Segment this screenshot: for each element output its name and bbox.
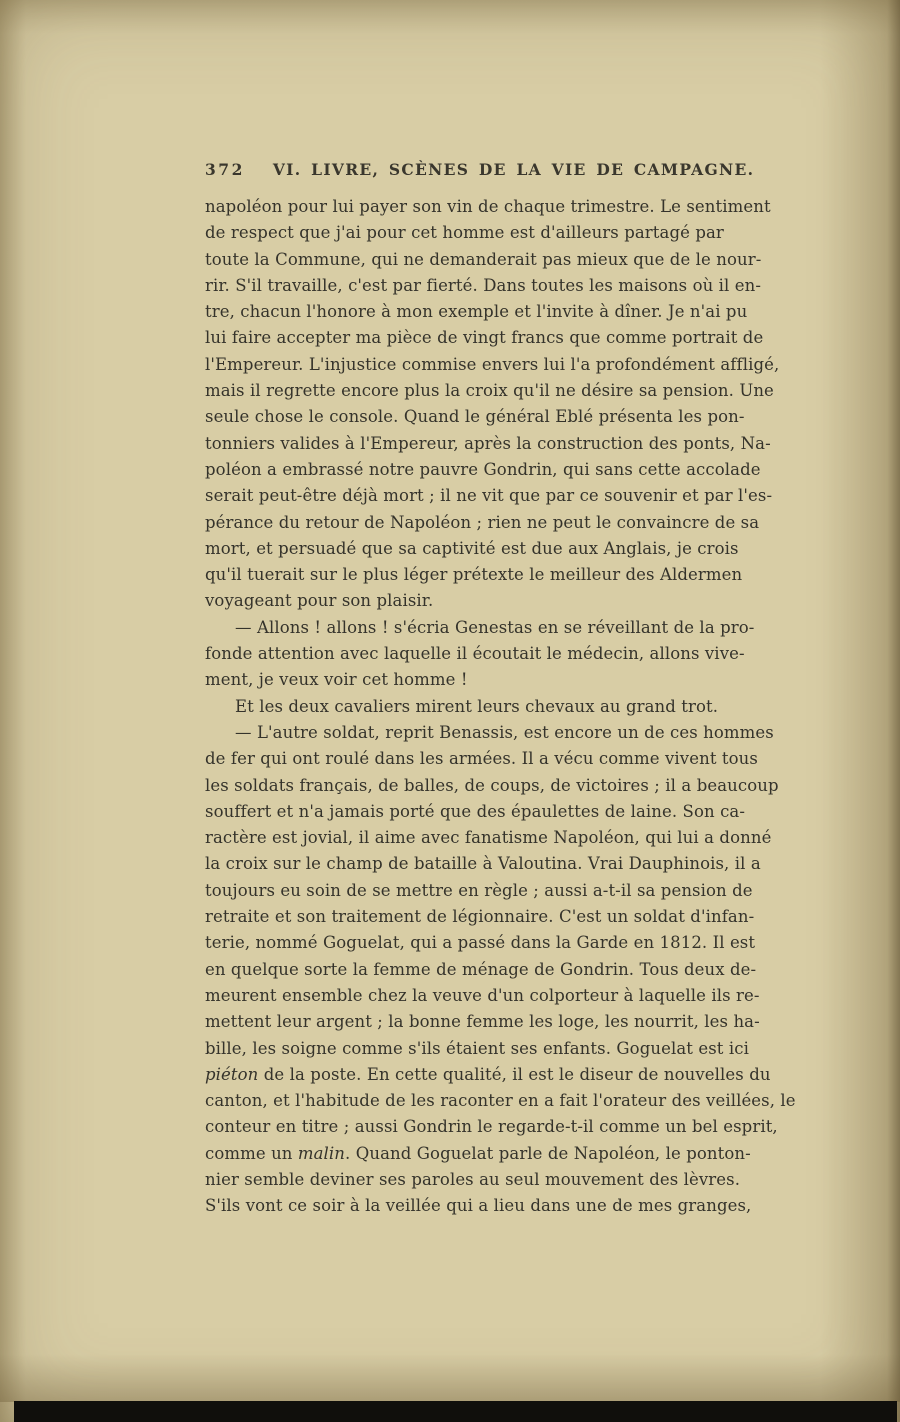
text-line: fonde attention avec laquelle il écoutait le médecin, allons vive- [205, 644, 745, 664]
text-line: serait peut-être déjà mort ; il ne vit que par ce souvenir et par l'es- [205, 486, 773, 506]
text-line: ment, je veux voir cet homme ! [205, 670, 468, 690]
text-line: lui faire accepter ma pièce de vingt francs que comme portrait de [205, 328, 764, 348]
text-line: toujours eu soin de se mettre en règle ; aussi a-t-il sa pension de [205, 880, 753, 900]
text-line: les soldats français, de balles, de coups, de victoires ; il a beaucoup [205, 775, 779, 795]
text-segment: comme un [205, 1143, 298, 1163]
text-line: mettent leur argent ; la bonne femme les loge, les nourrit, les ha- [205, 1012, 760, 1032]
scan-bottom-edge-bar [14, 1401, 897, 1422]
text-line: terie, nommé Goguelat, qui a passé dans la Garde en 1812. Il est [205, 933, 756, 953]
scan-bottom-shadow [0, 1354, 900, 1402]
italic-text: piéton [205, 1064, 259, 1084]
running-title: VI. LIVRE, SCÈNES DE LA VIE DE CAMPAGNE. [272, 160, 755, 179]
text-line: — Allons ! allons ! s'écria Genestas en se réveillant de la pro- [235, 617, 755, 637]
text-line: l'Empereur. L'injustice commise envers lui l'a profondément affligé, [205, 354, 780, 374]
page-number: 372 [205, 160, 245, 179]
text-line: poléon a embrassé notre pauvre Gondrin, qui sans cette accolade [205, 459, 761, 479]
text-line: retraite et son traitement de légionnaire. C'est un soldat d'infan- [205, 907, 755, 927]
text-line: la croix sur le champ de bataille à Valoutina. Vrai Dauphinois, il a [205, 854, 761, 874]
text-line: ractère est jovial, il aime avec fanatisme Napoléon, qui lui a donné [205, 828, 772, 848]
text-line [205, 1062, 797, 1088]
text-line: seule chose le console. Quand le général Eblé présenta les pon- [205, 407, 745, 427]
text-line: en quelque sorte la femme de ménage de Gondrin. Tous deux de- [205, 959, 757, 979]
scan-left-edge [0, 0, 26, 1422]
italic-text: malin [297, 1143, 346, 1163]
text-segment: de la poste. En cette qualité, il est le diseur de nouvelles du [258, 1064, 771, 1084]
book-page [205, 160, 797, 1220]
text-line: S'ils vont ce soir à la veillée qui a lieu dans une de mes granges, [205, 1196, 752, 1216]
text-line: voyageant pour son plaisir. [205, 591, 434, 611]
text-line: napoléon pour lui payer son vin de chaque trimestre. Le sentiment [205, 197, 771, 216]
text-line: tre, chacun l'honore à mon exemple et l'invite à dîner. Je n'ai pu [205, 302, 748, 322]
text-line: canton, et l'habitude de les raconter en a fait l'orateur des veillées, le [205, 1091, 796, 1111]
scan-right-edge [820, 0, 900, 1422]
text-line: nier semble deviner ses paroles au seul mouvement des lèvres. [205, 1169, 741, 1189]
text-line: rir. S'il travaille, c'est par fierté. Dans toutes les maisons où il en- [205, 275, 762, 295]
text-line: souffert et n'a jamais porté que des épaulettes de laine. Son ca- [205, 801, 746, 821]
text-line: conteur en titre ; aussi Gondrin le regarde-t-il comme un bel esprit, [205, 1117, 778, 1137]
text-line: — L'autre soldat, reprit Benassis, est encore un de ces hommes [235, 722, 774, 742]
text-line: meurent ensemble chez la veuve d'un colporteur à laquelle ils re- [205, 985, 760, 1005]
text-line: de fer qui ont roulé dans les armées. Il a vécu comme vivent tous [205, 749, 758, 769]
page-header [205, 160, 797, 179]
text-line: tonniers valides à l'Empereur, après la construction des ponts, Na- [205, 433, 771, 453]
text-line: Et les deux cavaliers mirent leurs chevaux au grand trot. [235, 696, 719, 716]
text-line [205, 1141, 797, 1167]
text-line: de respect que j'ai pour cet homme est d'ailleurs partagé par [205, 223, 724, 243]
text-line: bille, les soigne comme s'ils étaient ses enfants. Goguelat est ici [205, 1038, 749, 1058]
text-segment: . Quand Goguelat parle de Napoléon, le ponton- [345, 1143, 751, 1163]
page-text-block [205, 194, 797, 1220]
text-line: toute la Commune, qui ne demanderait pas mieux que de le nour- [205, 249, 762, 269]
text-line: mais il regrette encore plus la croix qu'il ne désire sa pension. Une [205, 381, 774, 401]
text-line: mort, et persuadé que sa captivité est due aux Anglais, je crois [205, 538, 739, 558]
scan-top-edge [0, 0, 900, 34]
text-line: pérance du retour de Napoléon ; rien ne peut le convaincre de sa [205, 512, 760, 532]
text-line: qu'il tuerait sur le plus léger prétexte le meilleur des Aldermen [205, 565, 743, 585]
